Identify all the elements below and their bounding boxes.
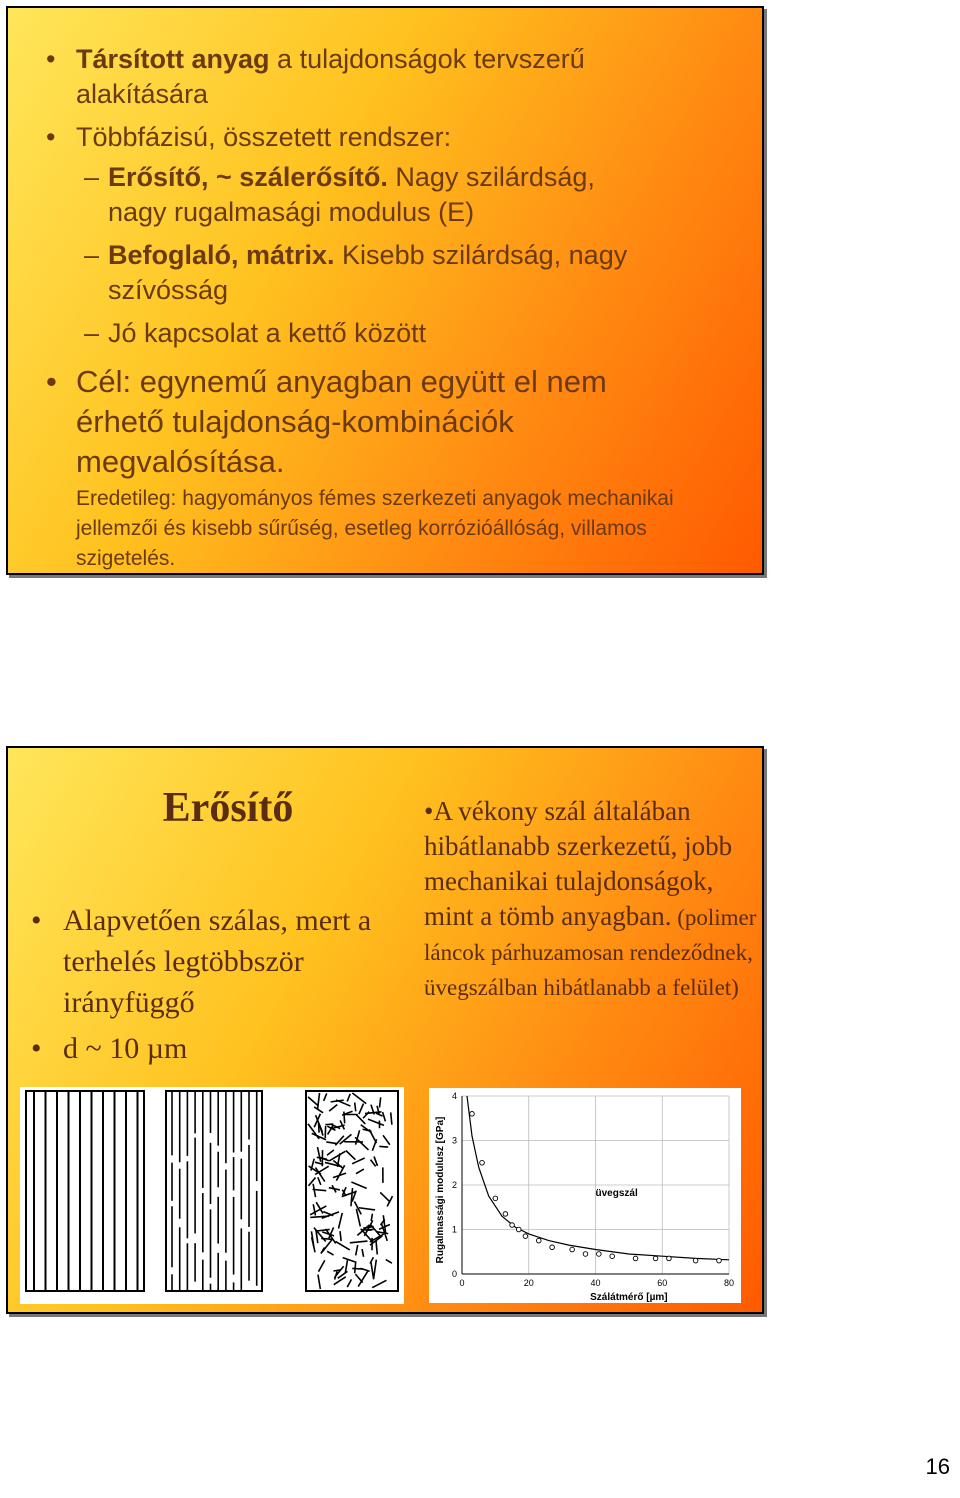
bold-term: Társított anyag bbox=[76, 44, 270, 74]
short-aligned-fibers-panel bbox=[166, 1091, 262, 1291]
data-point bbox=[610, 1254, 615, 1259]
bullet-text: d ~ 10 µm bbox=[63, 1032, 188, 1065]
random-fiber bbox=[355, 1137, 368, 1150]
random-fiber bbox=[333, 1270, 340, 1271]
bullet-text: Többfázisú, összetett rendszer: bbox=[76, 122, 452, 152]
random-fiber bbox=[386, 1260, 392, 1264]
fiber-illustration-svg bbox=[20, 1087, 404, 1304]
bullet-text: szívósság bbox=[108, 275, 229, 305]
random-fiber bbox=[347, 1094, 350, 1102]
annotation-label: üvegszál bbox=[595, 1188, 638, 1200]
bullet-text: nagy rugalmasági modulus (E) bbox=[108, 197, 475, 227]
random-fiber bbox=[346, 1150, 356, 1159]
data-point bbox=[633, 1256, 638, 1261]
random-fiber bbox=[318, 1275, 320, 1289]
random-fiber bbox=[355, 1102, 356, 1111]
bullet-multiphase bbox=[46, 120, 452, 155]
fit-curve bbox=[467, 1096, 729, 1260]
random-fiber bbox=[329, 1151, 345, 1161]
random-fiber bbox=[336, 1165, 344, 1180]
random-fiber bbox=[345, 1260, 347, 1273]
random-fiber bbox=[343, 1258, 355, 1262]
note-main: •A vékony szál általában hibátlanabb szerkezetű, jobb mechanikai tulajdonságok, mint a tömb anyagban. bbox=[424, 796, 733, 931]
data-point bbox=[503, 1212, 508, 1217]
random-fiber bbox=[324, 1093, 327, 1100]
bullet-dot: • bbox=[46, 44, 56, 74]
random-fiber bbox=[372, 1280, 386, 1287]
dash-marker: – bbox=[84, 240, 100, 270]
random-fiber bbox=[308, 1178, 315, 1186]
random-fiber bbox=[347, 1279, 351, 1287]
bullet-dot: • bbox=[46, 364, 57, 399]
random-fiber bbox=[336, 1241, 350, 1249]
random-fiber bbox=[318, 1177, 321, 1185]
bullet-dot: • bbox=[31, 904, 42, 937]
x-tick-label: 40 bbox=[590, 1278, 601, 1288]
data-point bbox=[570, 1247, 575, 1252]
x-tick-label: 60 bbox=[657, 1278, 668, 1288]
random-fiber bbox=[374, 1260, 377, 1279]
data-point bbox=[717, 1258, 722, 1263]
random-fiber bbox=[310, 1206, 326, 1215]
note-small: (polimer láncok párhuzamosan rendeződnek, üvegszálban hibátlanabb a felület) bbox=[424, 905, 757, 1000]
y-tick-label: 4 bbox=[451, 1091, 457, 1101]
bullet-dot: • bbox=[46, 122, 56, 152]
random-fiber bbox=[371, 1262, 374, 1279]
random-fiber bbox=[368, 1119, 384, 1125]
modulus-vs-diameter-chart bbox=[429, 1088, 741, 1303]
continuous-fibers-panel bbox=[26, 1091, 144, 1291]
y-axis-label: Rugalmassági modulusz [GPa] bbox=[435, 1116, 446, 1264]
thin-fiber-note bbox=[424, 794, 759, 1004]
data-point bbox=[470, 1112, 475, 1117]
random-fiber bbox=[351, 1182, 366, 1188]
x-tick-label: 20 bbox=[523, 1278, 534, 1288]
x-tick-label: 80 bbox=[723, 1278, 735, 1288]
bold-term: Erősítő, ~ szálerősítő. bbox=[108, 162, 388, 192]
random-fiber bbox=[359, 1208, 375, 1210]
goal-text: megvalósítása. bbox=[76, 444, 285, 479]
data-point bbox=[550, 1245, 555, 1250]
random-fiber bbox=[379, 1097, 380, 1107]
bullet-goal bbox=[46, 362, 607, 482]
random-fiber bbox=[338, 1213, 342, 1229]
data-point bbox=[583, 1252, 588, 1257]
data-point bbox=[653, 1256, 658, 1261]
data-point bbox=[667, 1256, 672, 1261]
sub-bullet-matrix bbox=[84, 238, 628, 308]
random-fibers-panel bbox=[306, 1091, 398, 1291]
x-axis-label: Szálátmérő [µm] bbox=[590, 1292, 668, 1303]
random-fiber bbox=[380, 1192, 389, 1201]
dash-marker: – bbox=[84, 318, 100, 348]
bullet-diameter bbox=[31, 1028, 403, 1069]
bullet-composite bbox=[46, 42, 585, 112]
random-fiber bbox=[313, 1184, 315, 1197]
random-fiber bbox=[356, 1245, 358, 1255]
random-fiber bbox=[350, 1241, 368, 1243]
random-fiber bbox=[318, 1260, 324, 1271]
random-fiber bbox=[326, 1142, 337, 1144]
random-fiber bbox=[359, 1104, 364, 1114]
sub-bullet-reinforcement bbox=[84, 160, 595, 230]
x-tick-label: 0 bbox=[459, 1278, 465, 1288]
random-fiber bbox=[327, 1251, 333, 1255]
data-point bbox=[597, 1252, 602, 1257]
random-fiber bbox=[318, 1093, 320, 1109]
slide-reinforcement bbox=[6, 746, 764, 1314]
random-fiber bbox=[329, 1105, 337, 1111]
y-tick-label: 3 bbox=[451, 1135, 457, 1146]
random-fiber bbox=[351, 1188, 353, 1206]
random-fiber bbox=[308, 1097, 318, 1106]
data-point bbox=[693, 1258, 698, 1263]
random-fiber bbox=[314, 1107, 323, 1113]
history-note: Eredetileg: hagyományos fémes szerkezeti anyagok mechanikai jellemzői és kisebb sűrűség, esetleg korrózióállóság, villamos szigetelés. bbox=[76, 487, 674, 570]
bold-term: Befoglaló, mátrix. bbox=[108, 240, 335, 270]
bullet-dot: • bbox=[31, 1032, 42, 1065]
bullet-text: Kisebb szilárdság, nagy bbox=[334, 240, 628, 270]
fiber-arrangement-illustration bbox=[20, 1087, 404, 1304]
dash-marker: – bbox=[84, 162, 100, 192]
chart-svg bbox=[429, 1088, 741, 1303]
slide-intro bbox=[6, 6, 764, 575]
goal-text: érhető tulajdonság-kombinációk bbox=[76, 404, 514, 439]
y-tick-label: 1 bbox=[451, 1224, 457, 1235]
bullet-text: alakítására bbox=[76, 79, 209, 109]
random-fiber bbox=[321, 1238, 332, 1239]
random-fiber bbox=[340, 1231, 341, 1241]
bullet-fibrous bbox=[31, 900, 403, 1023]
random-fiber bbox=[387, 1196, 392, 1206]
random-fiber bbox=[383, 1135, 390, 1144]
random-fiber bbox=[363, 1112, 369, 1119]
slide-title: Erősítő bbox=[162, 785, 294, 831]
bullet-text: Alapvetően szálas, mert a terhelés legtöbbször irányfüggő bbox=[63, 904, 372, 1019]
page-number: 16 bbox=[925, 1454, 950, 1479]
data-point bbox=[516, 1227, 521, 1232]
goal-text: Cél: egynemű anyagban együtt el nem bbox=[76, 364, 607, 399]
sub-bullet-bond bbox=[84, 316, 427, 351]
bullet-text: Nagy szilárdság, bbox=[387, 162, 595, 192]
random-fiber bbox=[317, 1147, 320, 1162]
random-fiber bbox=[308, 1124, 319, 1139]
random-fiber bbox=[352, 1093, 366, 1104]
data-point bbox=[493, 1196, 498, 1201]
data-point bbox=[536, 1238, 541, 1243]
random-fiber bbox=[327, 1150, 334, 1155]
random-fiber bbox=[356, 1169, 364, 1174]
data-point bbox=[523, 1234, 528, 1239]
random-fiber bbox=[362, 1249, 363, 1257]
y-tick-label: 2 bbox=[451, 1180, 457, 1190]
random-fiber bbox=[376, 1241, 377, 1254]
random-fiber bbox=[391, 1112, 392, 1124]
bullet-text: Jó kapcsolat a kettő között bbox=[108, 318, 427, 348]
random-fiber bbox=[383, 1112, 386, 1121]
data-point bbox=[480, 1160, 485, 1165]
y-tick-label: 0 bbox=[451, 1269, 457, 1279]
data-point bbox=[510, 1223, 515, 1228]
random-fiber bbox=[355, 1261, 356, 1273]
random-fiber bbox=[344, 1112, 345, 1124]
random-fiber bbox=[379, 1146, 388, 1147]
random-fiber bbox=[371, 1214, 372, 1221]
bullet-text: a tulajdonságok tervszerű bbox=[269, 44, 585, 74]
